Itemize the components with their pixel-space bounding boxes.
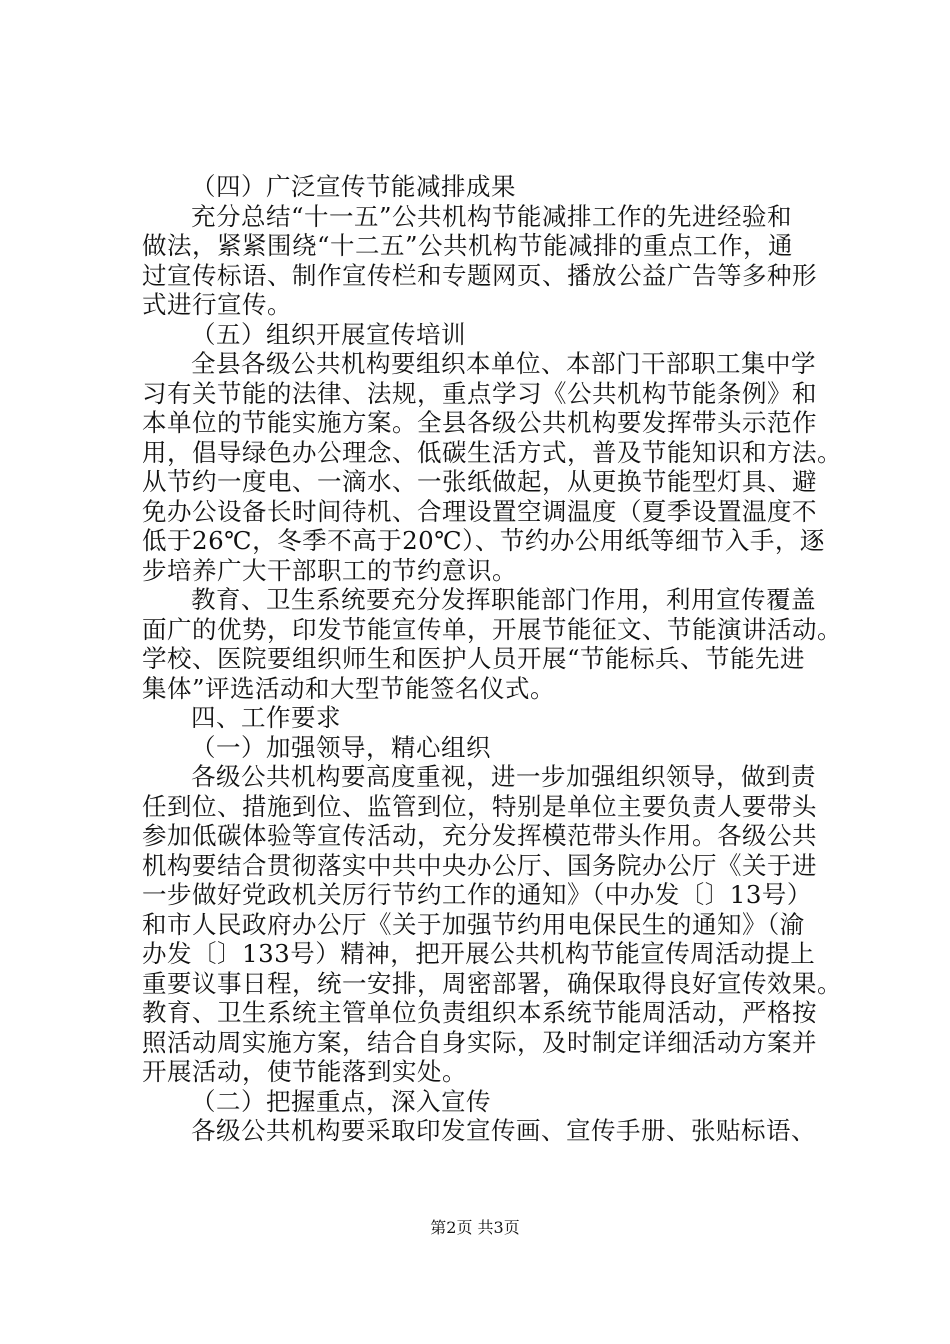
text-line: 办发〔〕133号）精神，把开展公共机构节能宣传周活动提上 (142, 939, 816, 968)
text-line: 从节约一度电、一滴水、一张纸做起，从更换节能型灯具、避 (142, 467, 817, 496)
text-line: 任到位、措施到位、监管到位，特别是单位主要负责人要带头 (142, 791, 817, 821)
text-line: （一）加强领导，精心组织 (191, 732, 491, 762)
text-line: 低于26℃，冬季不高于20℃）、节约办公用纸等细节入手，逐 (142, 526, 825, 555)
text-line: 和市人民政府办公厅《关于加强节约用电保民生的通知》（渝 (142, 909, 805, 939)
text-line: 免办公设备长时间待机、合理设置空调温度（夏季设置温度不 (142, 496, 817, 526)
text-line: 各级公共机构要采取印发宣传画、宣传手册、张贴标语、 (191, 1116, 816, 1145)
text-line: 机构要结合贯彻落实中共中央办公厅、国务院办公厅《关于进 (142, 850, 817, 880)
text-line: 学校、医院要组织师生和医护人员开展“节能标兵、节能先进 (142, 644, 806, 673)
text-line: 教育、卫生系统要充分发挥职能部门作用，利用宣传覆盖 (191, 585, 816, 614)
text-line: 面广的优势，印发节能宣传单，开展节能征文、节能演讲活动。 (142, 614, 842, 644)
text-line: 用，倡导绿色办公理念、低碳生活方式，普及节能知识和方法。 (142, 437, 842, 467)
text-line: 一步做好党政机关厉行节约工作的通知》（中办发〔〕13号） (142, 880, 812, 909)
text-line: 式进行宣传。 (142, 290, 292, 319)
text-line: （五）组织开展宣传培训 (191, 319, 466, 349)
text-line: 习有关节能的法律、法规，重点学习《公共机构节能条例》和 (142, 378, 817, 408)
text-line: 做法，紧紧围绕“十二五”公共机构节能减排的重点工作，通 (142, 231, 794, 260)
text-line: 照活动周实施方案，结合自身实际，及时制定详细活动方案并 (142, 1027, 817, 1057)
text-line: 重要议事日程，统一安排，周密部署，确保取得良好宣传效果。 (142, 968, 842, 998)
text-line: 开展活动，使节能落到实处。 (142, 1057, 467, 1086)
text-line: 全县各级公共机构要组织本单位、本部门干部职工集中学 (191, 349, 816, 378)
text-line: 步培养广大干部职工的节约意识。 (142, 555, 517, 585)
text-line: （四）广泛宣传节能减排成果 (191, 172, 516, 201)
page-footer: 第2页 共3页 (430, 1218, 520, 1237)
text-line: 各级公共机构要高度重视，进一步加强组织领导，做到责 (191, 762, 816, 791)
document-body (142, 172, 842, 1146)
text-line: （二）把握重点，深入宣传 (191, 1086, 491, 1116)
text-line: 集体”评选活动和大型节能签名仪式。 (142, 673, 556, 703)
text-line: 教育、卫生系统主管单位负责组织本系统节能周活动，严格按 (142, 998, 817, 1027)
text-line: 参加低碳体验等宣传活动，充分发挥模范带头作用。各级公共 (142, 821, 817, 850)
text-line: 充分总结“十一五”公共机构节能减排工作的先进经验和 (191, 201, 793, 231)
text-line: 本单位的节能实施方案。全县各级公共机构要发挥带头示范作 (142, 408, 817, 437)
text-line: 四、工作要求 (191, 703, 341, 732)
text-line: 过宣传标语、制作宣传栏和专题网页、播放公益广告等多种形 (142, 260, 817, 290)
